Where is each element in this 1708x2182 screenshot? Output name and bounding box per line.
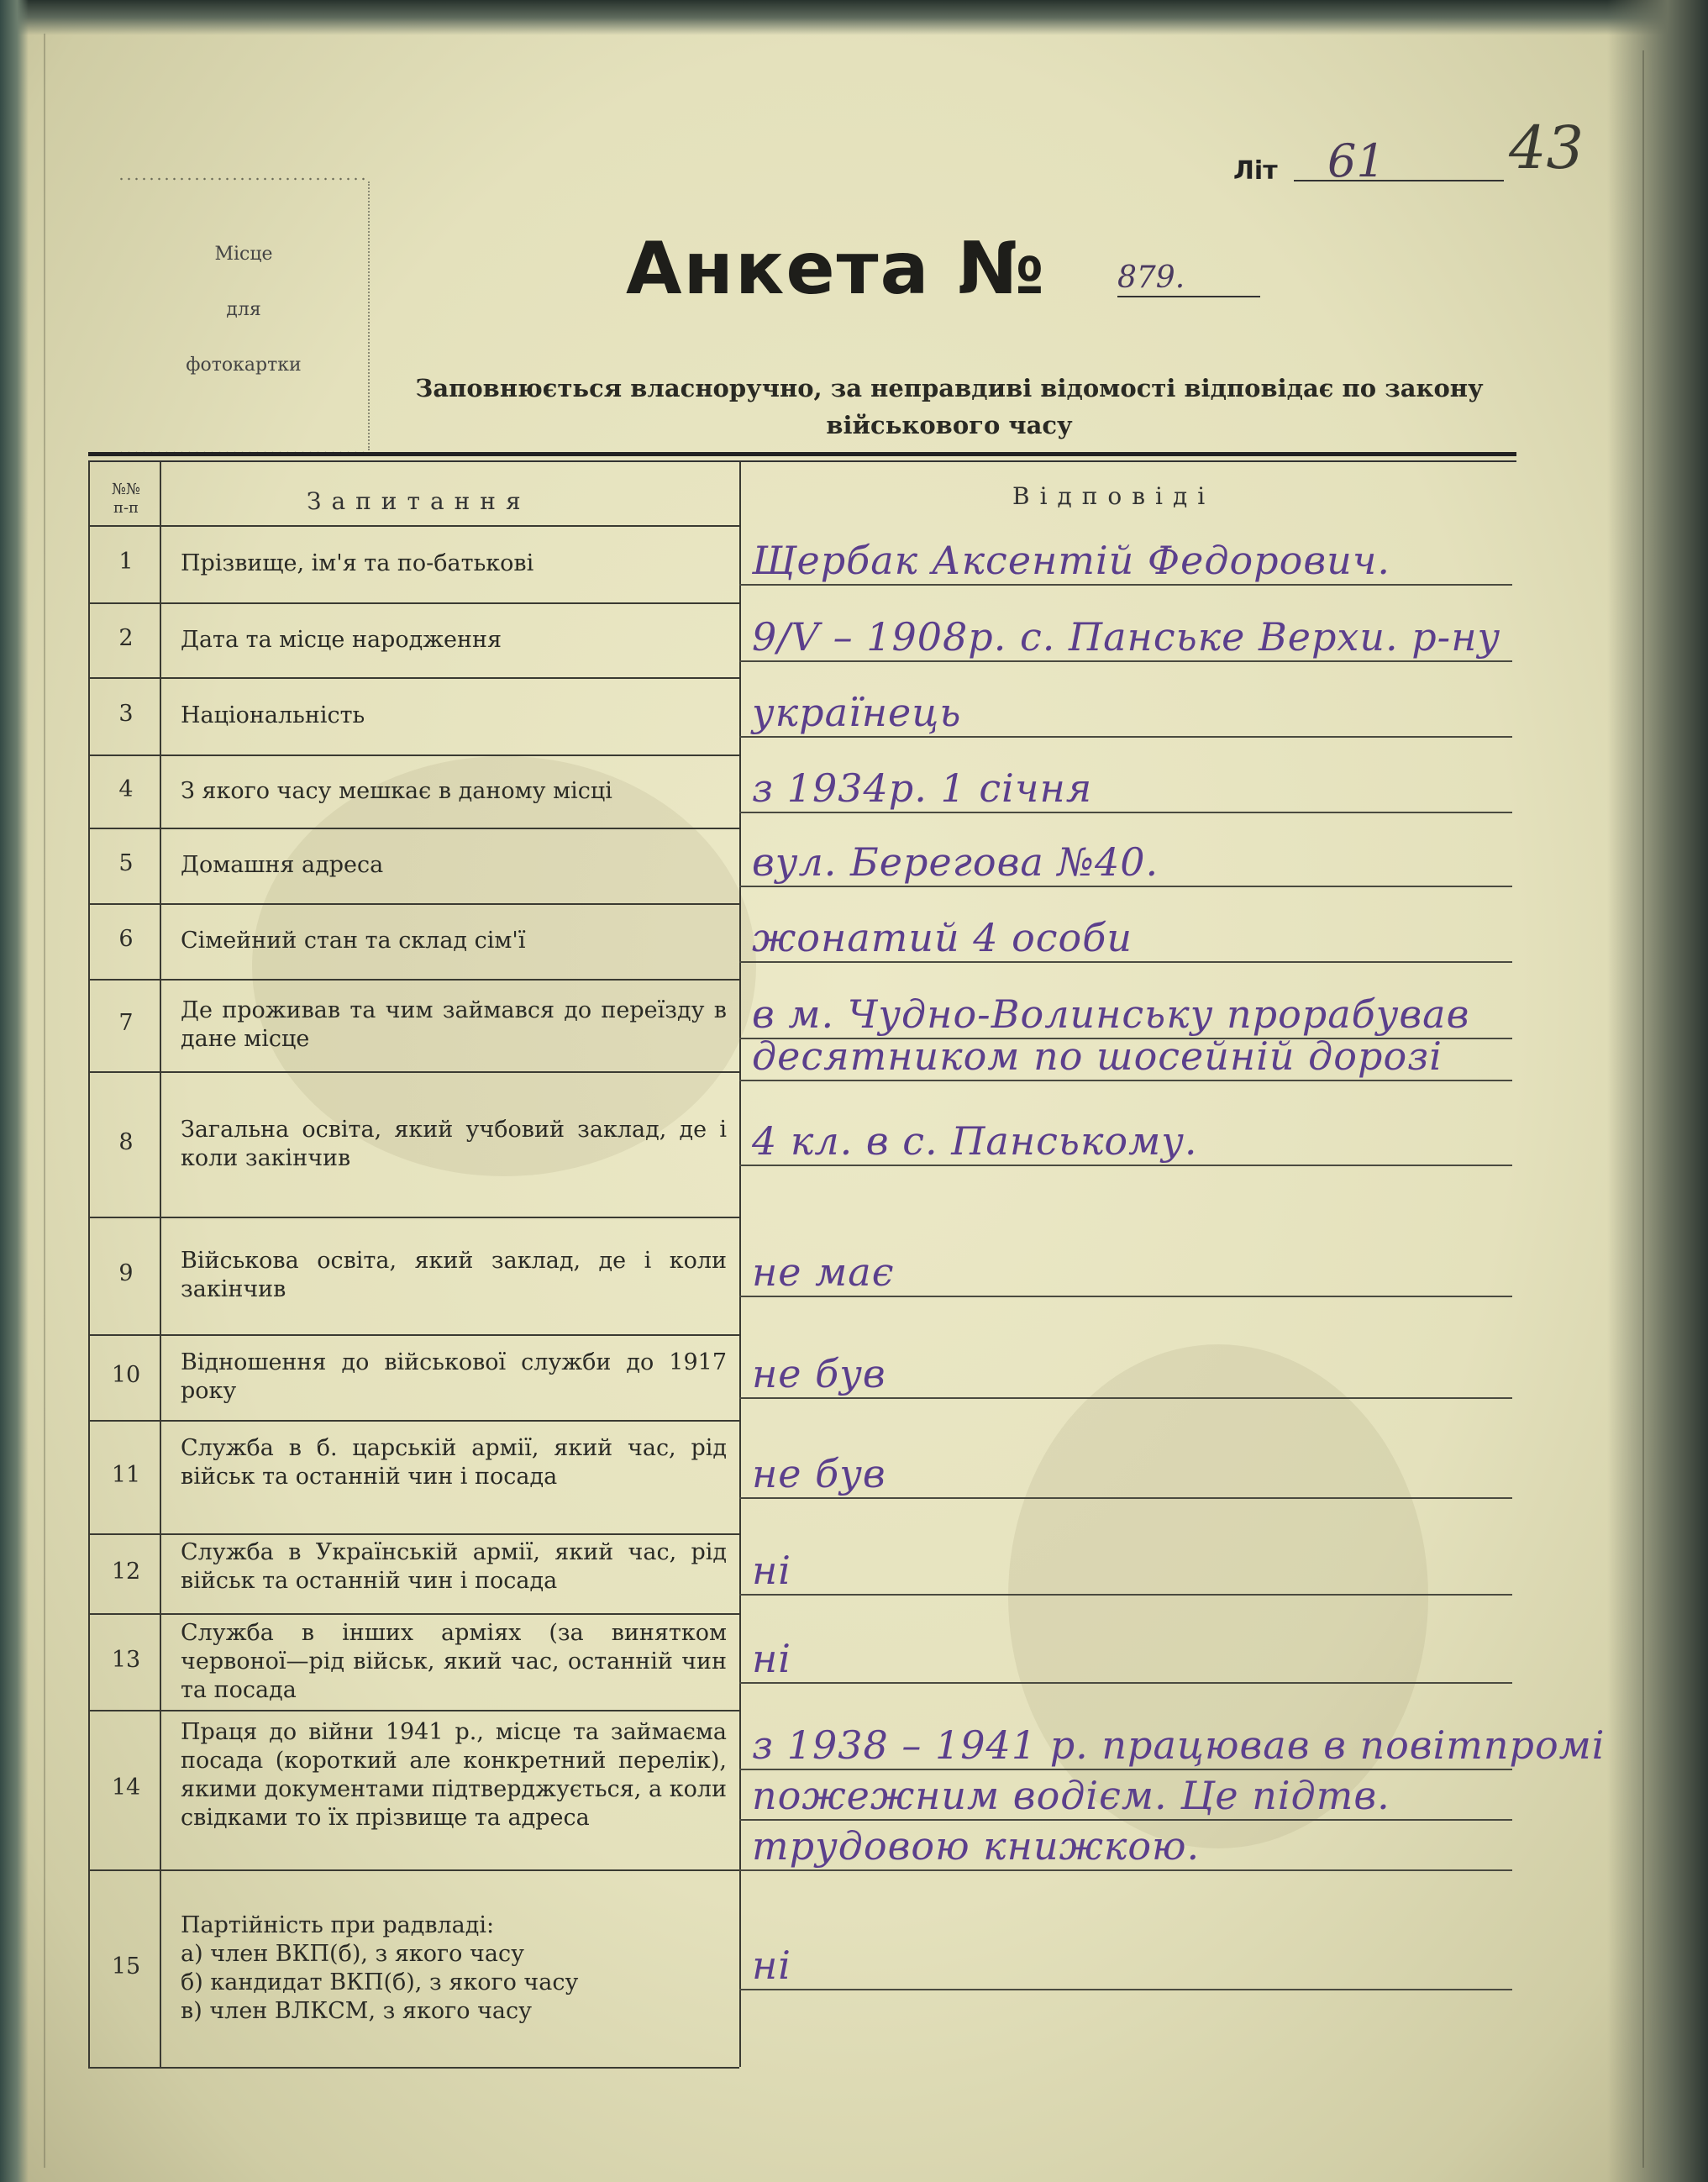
row-question: Служба в Українській армії, який час, рід військ та останній чин і посада bbox=[181, 1539, 727, 1594]
row-number: 1 bbox=[118, 549, 134, 575]
paper-stain bbox=[252, 756, 756, 1176]
answer-underline bbox=[739, 1497, 1512, 1499]
answer-underline bbox=[739, 1296, 1512, 1297]
table-divider-answer bbox=[739, 462, 741, 2067]
row-separator bbox=[88, 1071, 739, 1073]
photo-label-line1: Місце bbox=[214, 244, 273, 265]
answer-handwritten: трудовою книжкою. bbox=[752, 1823, 1201, 1869]
row-number: 11 bbox=[111, 1461, 141, 1488]
answer-underline bbox=[739, 886, 1512, 887]
scan-shadow-right bbox=[1607, 0, 1708, 2182]
answer-underline bbox=[739, 1165, 1512, 1166]
column-header-answer: Відповіді bbox=[1012, 482, 1216, 510]
row-separator bbox=[88, 1869, 739, 1871]
row-number: 8 bbox=[118, 1128, 134, 1155]
sheet-label: Літ bbox=[1233, 156, 1278, 186]
answer-underline bbox=[739, 812, 1512, 813]
row-number: 12 bbox=[111, 1558, 141, 1585]
answer-underline bbox=[739, 1397, 1512, 1399]
row-question: Відношення до військової служби до 1917 року bbox=[181, 1349, 727, 1404]
row-number: 15 bbox=[111, 1953, 141, 1980]
row-question: Прізвище, ім'я та по-батькові bbox=[181, 550, 534, 576]
photo-border-top bbox=[118, 176, 370, 181]
row-question: Домашня адреса bbox=[181, 852, 384, 878]
row-separator bbox=[88, 828, 739, 829]
row-separator bbox=[88, 903, 739, 905]
scan-shadow-top bbox=[0, 0, 1708, 35]
photo-label-line2: для bbox=[226, 299, 261, 320]
page-edge-right bbox=[1642, 50, 1644, 2168]
form-number-underline bbox=[1117, 296, 1260, 297]
table-top-rule-thin bbox=[88, 460, 1516, 462]
answer-handwritten: не був bbox=[752, 1450, 886, 1496]
row-number: 7 bbox=[118, 1010, 134, 1036]
answer-underline bbox=[739, 1869, 1512, 1871]
answer-handwritten: Щербак Аксентій Федорович. bbox=[752, 538, 1390, 583]
row-number: 10 bbox=[111, 1362, 141, 1388]
row-question: Служба в інших арміях (за винятком червоної—рід військ, який час, останній чин та посада bbox=[181, 1619, 727, 1703]
column-header-question: Запитання bbox=[307, 487, 531, 515]
row-separator bbox=[88, 1217, 739, 1218]
answer-underline bbox=[739, 660, 1512, 662]
row-separator bbox=[88, 754, 739, 756]
row-question: Де проживав та чим займався до переїзду в дане місце bbox=[181, 997, 727, 1052]
answer-underline bbox=[739, 584, 1512, 586]
sheet-number-handwritten: 61 bbox=[1327, 134, 1385, 187]
answer-underline bbox=[739, 1594, 1512, 1596]
row-question: Сімейний стан та склад сім'ї bbox=[181, 928, 526, 954]
row-separator bbox=[88, 677, 739, 679]
answer-handwritten: десятником по шосейній дорозі bbox=[752, 1033, 1443, 1079]
photo-placeholder bbox=[118, 176, 370, 454]
sheet-underline bbox=[1294, 180, 1504, 181]
table-divider-number bbox=[160, 462, 161, 2067]
answer-handwritten: 4 кл. в с. Панському. bbox=[752, 1117, 1198, 1164]
form-title: Анкета № bbox=[626, 227, 1046, 311]
row-question: Служба в б. царській армії, який час, рід військ та останній чин і посада bbox=[181, 1434, 727, 1490]
instructions-line2: військового часу bbox=[826, 411, 1073, 439]
row-separator bbox=[88, 1613, 739, 1615]
page-edge-left bbox=[44, 34, 45, 2168]
form-instructions bbox=[403, 370, 1495, 444]
row-separator bbox=[88, 602, 739, 604]
answer-underline bbox=[739, 961, 1512, 963]
row-separator bbox=[88, 979, 739, 981]
row-question: Військова освіта, який заклад, де і коли закінчив bbox=[181, 1248, 727, 1302]
row-number: 4 bbox=[118, 776, 134, 802]
row-number: 2 bbox=[118, 624, 134, 651]
row-question: Національність bbox=[181, 702, 365, 728]
column-header-number: №№ п-п bbox=[111, 481, 141, 517]
row-separator bbox=[88, 1710, 739, 1711]
row-question: Праця до війни 1941 р., місце та займаєма посада (короткий але конкретний перелік), якими документами підтверджується, а коли свідками то їх прізвище та адреса bbox=[181, 1719, 727, 1831]
answer-underline bbox=[739, 1080, 1512, 1081]
answer-handwritten: вул. Берегова №40. bbox=[752, 839, 1159, 885]
answer-handwritten: ні bbox=[752, 1547, 792, 1593]
row-number: 13 bbox=[111, 1646, 141, 1673]
row-number: 6 bbox=[118, 926, 134, 952]
answer-handwritten: з 1934р. 1 січня bbox=[752, 765, 1093, 811]
table-border-left bbox=[88, 462, 90, 2067]
photo-label-line3: фотокартки bbox=[186, 355, 302, 376]
answer-handwritten: не має bbox=[752, 1249, 895, 1295]
row-number: 14 bbox=[111, 1775, 141, 1801]
answer-underline bbox=[739, 1682, 1512, 1684]
answer-handwritten: жонатий 4 особи bbox=[752, 915, 1133, 960]
row-question: Партійність при радвладі: а) член ВКП(б), з якого часу б) кандидат ВКП(б), з якого часу в) член ВЛКСМ, з якого часу bbox=[181, 1911, 579, 2024]
row-number: 3 bbox=[118, 701, 134, 727]
row-separator bbox=[88, 1533, 739, 1535]
instructions-line1: Заповнюється власноручно, за неправдиві відомості відповідає по закону bbox=[415, 374, 1484, 402]
answer-handwritten: українець bbox=[752, 690, 962, 735]
form-number-handwritten: 879. bbox=[1117, 260, 1185, 295]
answer-underline bbox=[739, 1989, 1512, 1990]
row-question: Дата та місце народження bbox=[181, 626, 502, 653]
answer-handwritten: ні bbox=[752, 1635, 792, 1681]
row-number: 5 bbox=[118, 850, 134, 876]
row-separator bbox=[88, 1334, 739, 1336]
row-question: Загальна освіта, який учбовий заклад, де і коли закінчив bbox=[181, 1116, 727, 1171]
row-question: З якого часу мешкає в даному місці bbox=[181, 777, 612, 804]
scan-shadow-left bbox=[0, 0, 29, 2182]
sheet-number-pencil: 43 bbox=[1509, 113, 1584, 182]
answer-handwritten: пожежним водієм. Це підтв. bbox=[752, 1773, 1390, 1818]
answer-handwritten: 9/V – 1908р. с. Панське Верхи. р-ну bbox=[752, 613, 1501, 660]
answer-handwritten: в м. Чудно-Волинську прорабував bbox=[752, 991, 1470, 1037]
table-top-rule bbox=[88, 452, 1516, 456]
row-number: 9 bbox=[118, 1260, 134, 1286]
header-bottom-rule bbox=[88, 525, 739, 527]
answer-handwritten: не був bbox=[752, 1351, 886, 1396]
answer-handwritten: з 1938 – 1941 р. працював в повітпромі bbox=[752, 1722, 1606, 1768]
answer-handwritten: ні bbox=[752, 1942, 792, 1988]
row-separator bbox=[88, 1420, 739, 1422]
row-separator bbox=[88, 2067, 739, 2069]
answer-underline bbox=[739, 736, 1512, 738]
